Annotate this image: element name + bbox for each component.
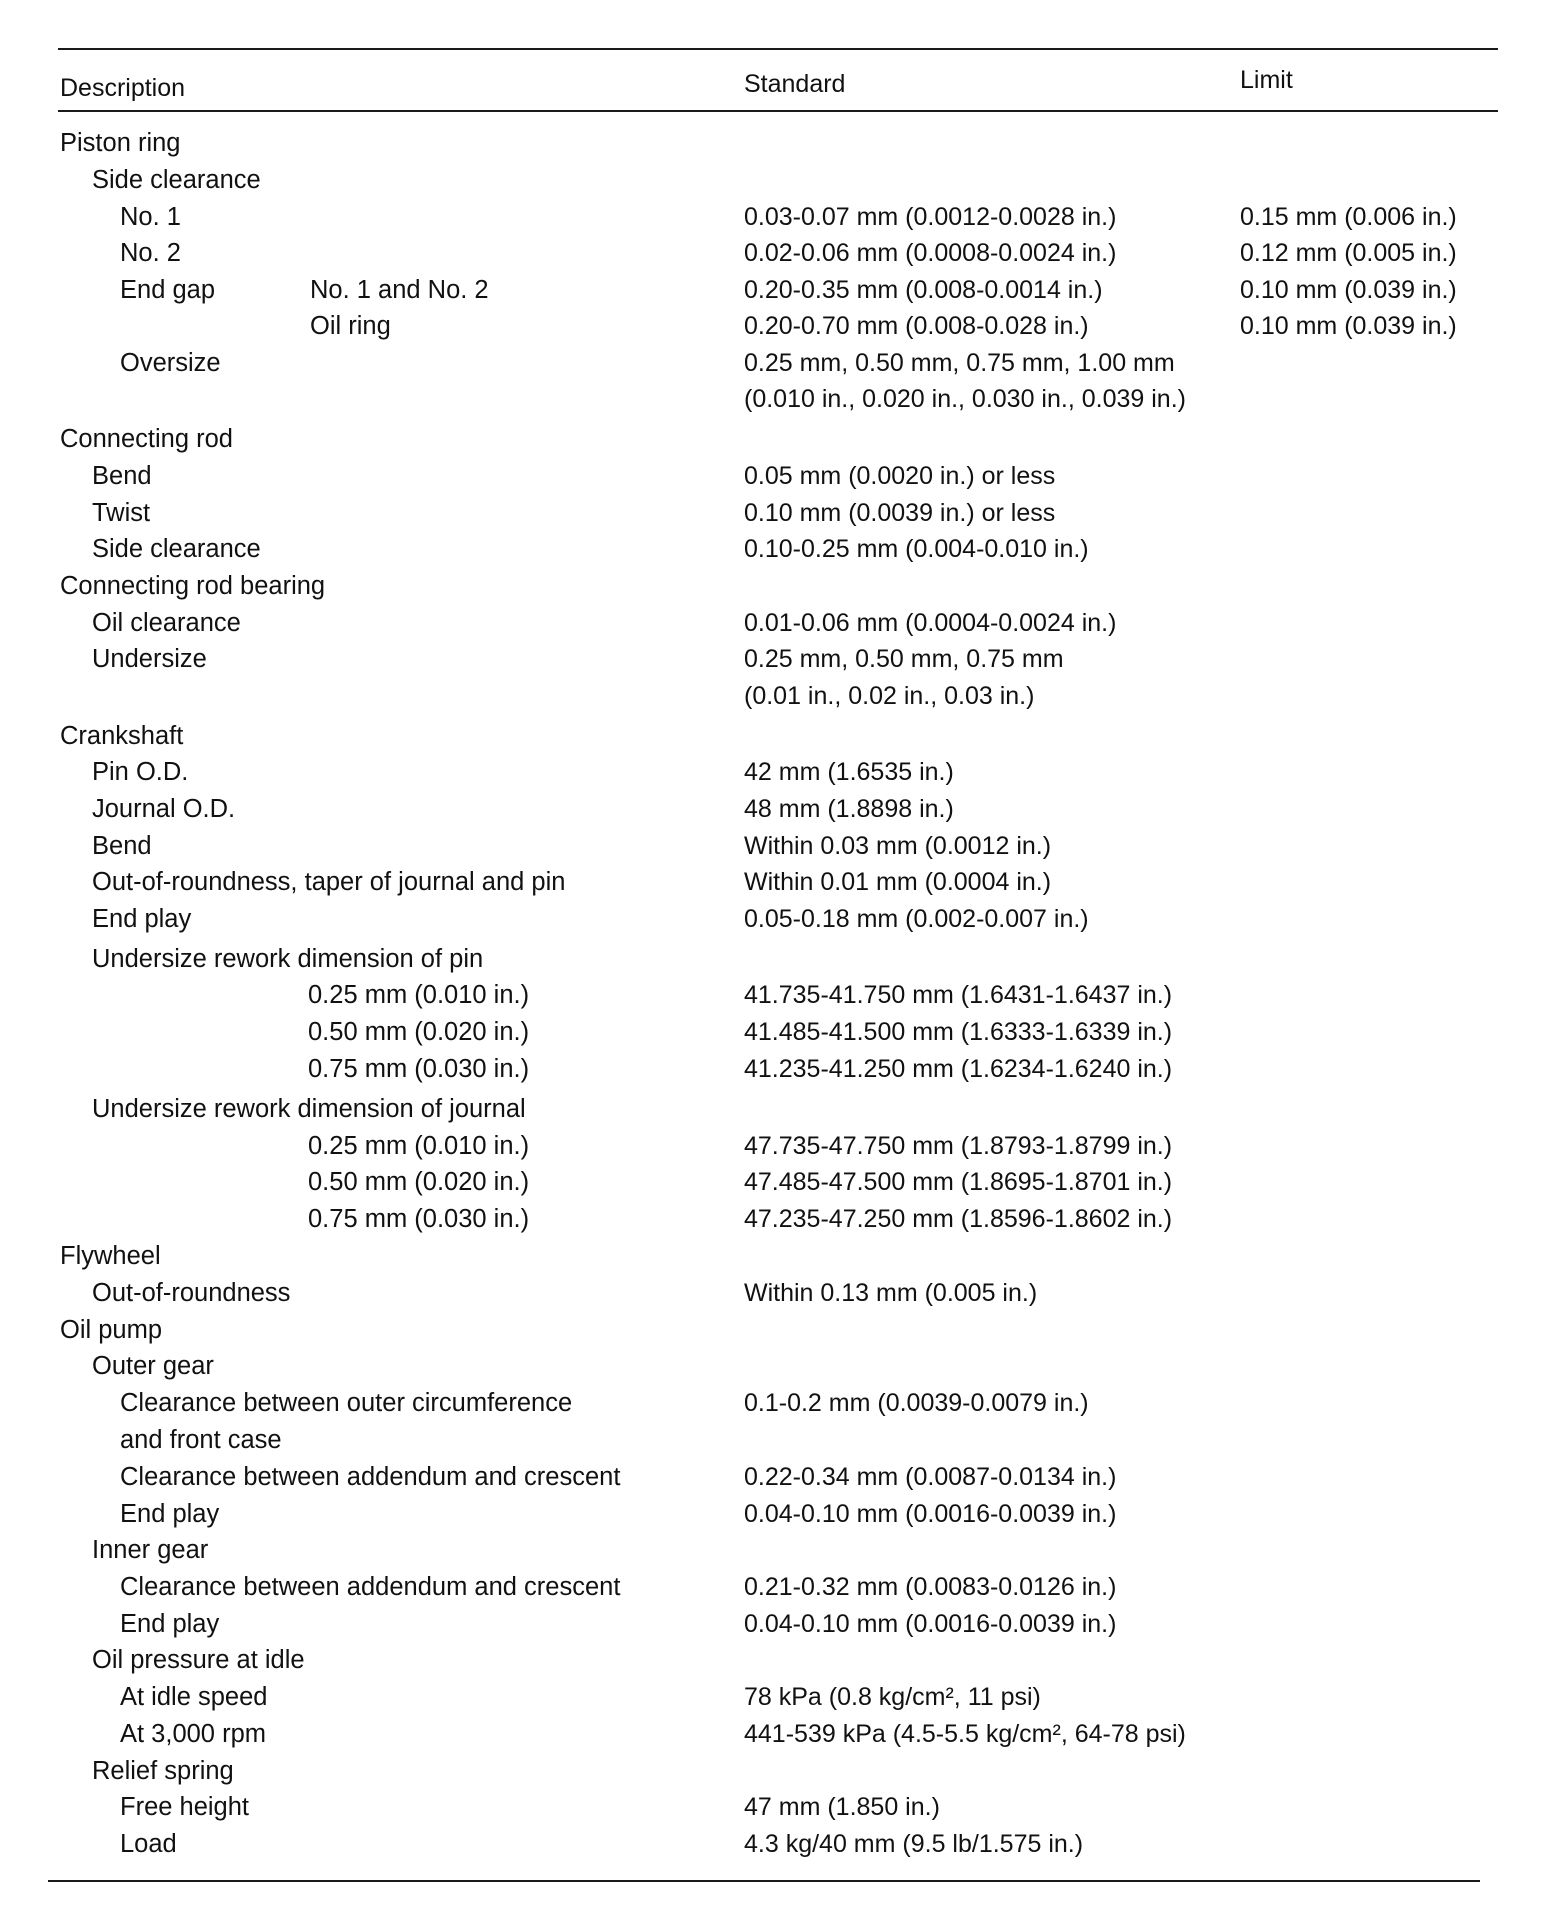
table-row xyxy=(0,608,1568,638)
table-row xyxy=(0,644,1568,674)
table-row xyxy=(0,867,1568,897)
row-description: Oversize xyxy=(120,349,221,377)
row-description: 0.75 mm (0.030 in.) xyxy=(308,1055,530,1083)
row-description: Undersize rework dimension of journal xyxy=(92,1095,526,1123)
table-row xyxy=(0,384,1568,414)
table-row xyxy=(0,1756,1568,1786)
row-standard-value: 441-539 kPa (4.5-5.5 kg/cm², 64-78 psi) xyxy=(744,1720,1186,1748)
row-description: Side clearance xyxy=(92,166,261,194)
table-row xyxy=(0,831,1568,861)
row-description: Side clearance xyxy=(92,535,261,563)
row-standard-value: 0.10-0.25 mm (0.004-0.010 in.) xyxy=(744,535,1089,563)
table-row xyxy=(0,1241,1568,1271)
header-standard: Standard xyxy=(744,70,846,98)
table-row xyxy=(0,1315,1568,1345)
row-standard-value: 41.235-41.250 mm (1.6234-1.6240 in.) xyxy=(744,1055,1173,1083)
row-description: Clearance between addendum and crescent xyxy=(120,1573,621,1601)
row-description: Out-of-roundness, taper of journal and pin xyxy=(92,868,566,896)
row-standard-value: 47.485-47.500 mm (1.8695-1.8701 in.) xyxy=(744,1168,1173,1196)
table-row xyxy=(0,1792,1568,1822)
row-limit-value: 0.10 mm (0.039 in.) xyxy=(1240,312,1457,340)
row-standard-value: (0.010 in., 0.020 in., 0.030 in., 0.039 in.) xyxy=(744,385,1186,413)
row-sub-description: Oil ring xyxy=(310,312,391,340)
row-description: Piston ring xyxy=(60,129,181,157)
row-description: Free height xyxy=(120,1793,249,1821)
row-description: At 3,000 rpm xyxy=(120,1720,266,1748)
row-standard-value: 48 mm (1.8898 in.) xyxy=(744,795,954,823)
table-row xyxy=(0,202,1568,232)
row-sub-description: No. 1 and No. 2 xyxy=(310,276,489,304)
row-description: Relief spring xyxy=(92,1757,234,1785)
row-standard-value: 0.05-0.18 mm (0.002-0.007 in.) xyxy=(744,905,1089,933)
table-row xyxy=(0,757,1568,787)
row-description: Clearance between outer circumference xyxy=(120,1389,573,1417)
row-description: Clearance between addendum and crescent xyxy=(120,1463,621,1491)
header-description: Description xyxy=(60,74,186,102)
row-standard-value: Within 0.03 mm (0.0012 in.) xyxy=(744,832,1052,860)
row-standard-value: 0.25 mm, 0.50 mm, 0.75 mm xyxy=(744,645,1064,673)
table-row xyxy=(0,1499,1568,1529)
table-row xyxy=(0,275,1568,305)
row-description: Inner gear xyxy=(92,1536,209,1564)
row-description: Flywheel xyxy=(60,1242,161,1270)
row-standard-value: 0.22-0.34 mm (0.0087-0.0134 in.) xyxy=(744,1463,1117,1491)
row-description: Undersize xyxy=(92,645,207,673)
row-description: Crankshaft xyxy=(60,722,184,750)
table-row xyxy=(0,721,1568,751)
row-standard-value: 4.3 kg/40 mm (9.5 lb/1.575 in.) xyxy=(744,1830,1084,1858)
table-row xyxy=(0,1278,1568,1308)
table-row xyxy=(0,498,1568,528)
row-standard-value: Within 0.01 mm (0.0004 in.) xyxy=(744,868,1052,896)
row-description: Oil pressure at idle xyxy=(92,1646,305,1674)
table-row xyxy=(0,1054,1568,1084)
row-description: Pin O.D. xyxy=(92,758,189,786)
row-standard-value: 0.04-0.10 mm (0.0016-0.0039 in.) xyxy=(744,1500,1117,1528)
row-description: 0.25 mm (0.010 in.) xyxy=(308,981,530,1009)
row-description: Oil clearance xyxy=(92,609,241,637)
row-description: End play xyxy=(120,1610,220,1638)
table-row xyxy=(0,1719,1568,1749)
row-description: 0.50 mm (0.020 in.) xyxy=(308,1168,530,1196)
row-description: Bend xyxy=(92,832,152,860)
table-row xyxy=(0,794,1568,824)
header-limit: Limit xyxy=(1240,66,1293,94)
table-row xyxy=(0,1829,1568,1859)
row-standard-value: 0.20-0.35 mm (0.008-0.0014 in.) xyxy=(744,276,1103,304)
row-limit-value: 0.12 mm (0.005 in.) xyxy=(1240,239,1457,267)
row-description: Connecting rod xyxy=(60,425,233,453)
row-standard-value: 47.235-47.250 mm (1.8596-1.8602 in.) xyxy=(744,1205,1173,1233)
row-description: Outer gear xyxy=(92,1352,214,1380)
row-description: End gap xyxy=(120,276,216,304)
table-row xyxy=(0,1204,1568,1234)
table-row xyxy=(0,165,1568,195)
row-standard-value: 0.21-0.32 mm (0.0083-0.0126 in.) xyxy=(744,1573,1117,1601)
table-row xyxy=(0,1017,1568,1047)
table-row xyxy=(0,681,1568,711)
row-description: 0.25 mm (0.010 in.) xyxy=(308,1132,530,1160)
bottom-rule xyxy=(48,1880,1480,1882)
row-description: Bend xyxy=(92,462,152,490)
row-description: Load xyxy=(120,1830,177,1858)
table-row xyxy=(0,1535,1568,1565)
row-description: No. 1 xyxy=(120,203,181,231)
table-row xyxy=(0,238,1568,268)
row-standard-value: 41.735-41.750 mm (1.6431-1.6437 in.) xyxy=(744,981,1173,1009)
table-row xyxy=(0,1351,1568,1381)
table-row xyxy=(0,128,1568,158)
row-standard-value: 0.1-0.2 mm (0.0039-0.0079 in.) xyxy=(744,1389,1089,1417)
table-row xyxy=(0,1645,1568,1675)
row-description: Undersize rework dimension of pin xyxy=(92,945,484,973)
row-standard-value: 0.01-0.06 mm (0.0004-0.0024 in.) xyxy=(744,609,1117,637)
row-description: Twist xyxy=(92,499,151,527)
table-row xyxy=(0,1388,1568,1418)
table-row xyxy=(0,424,1568,454)
row-description: Journal O.D. xyxy=(92,795,236,823)
row-description: No. 2 xyxy=(120,239,181,267)
row-description: Oil pump xyxy=(60,1316,163,1344)
row-standard-value: 0.10 mm (0.0039 in.) or less xyxy=(744,499,1056,527)
row-description: 0.50 mm (0.020 in.) xyxy=(308,1018,530,1046)
row-standard-value: 0.04-0.10 mm (0.0016-0.0039 in.) xyxy=(744,1610,1117,1638)
row-description: At idle speed xyxy=(120,1683,268,1711)
row-standard-value: 0.05 mm (0.0020 in.) or less xyxy=(744,462,1056,490)
table-row xyxy=(0,1094,1568,1124)
table-row xyxy=(0,1462,1568,1492)
row-standard-value: Within 0.13 mm (0.005 in.) xyxy=(744,1279,1038,1307)
table-row xyxy=(0,904,1568,934)
row-standard-value: 42 mm (1.6535 in.) xyxy=(744,758,954,786)
row-limit-value: 0.15 mm (0.006 in.) xyxy=(1240,203,1457,231)
row-standard-value: 78 kPa (0.8 kg/cm², 11 psi) xyxy=(744,1683,1041,1711)
row-description: Connecting rod bearing xyxy=(60,572,326,600)
table-row xyxy=(0,571,1568,601)
row-description: End play xyxy=(120,1500,220,1528)
row-standard-value: 0.03-0.07 mm (0.0012-0.0028 in.) xyxy=(744,203,1117,231)
row-standard-value: 0.02-0.06 mm (0.0008-0.0024 in.) xyxy=(744,239,1117,267)
table-row xyxy=(0,348,1568,378)
table-row xyxy=(0,1609,1568,1639)
row-description: End play xyxy=(92,905,192,933)
row-standard-value: 47 mm (1.850 in.) xyxy=(744,1793,940,1821)
row-standard-value: 0.25 mm, 0.50 mm, 0.75 mm, 1.00 mm xyxy=(744,349,1175,377)
table-row xyxy=(0,1425,1568,1455)
table-row xyxy=(0,1131,1568,1161)
table-row xyxy=(0,311,1568,341)
table-row xyxy=(0,461,1568,491)
row-standard-value: (0.01 in., 0.02 in., 0.03 in.) xyxy=(744,682,1035,710)
row-standard-value: 47.735-47.750 mm (1.8793-1.8799 in.) xyxy=(744,1132,1173,1160)
row-description: and front case xyxy=(120,1426,282,1454)
row-standard-value: 41.485-41.500 mm (1.6333-1.6339 in.) xyxy=(744,1018,1173,1046)
table-row xyxy=(0,1572,1568,1602)
table-row xyxy=(0,1682,1568,1712)
table-row xyxy=(0,980,1568,1010)
table-row xyxy=(0,1167,1568,1197)
row-standard-value: 0.20-0.70 mm (0.008-0.028 in.) xyxy=(744,312,1089,340)
table-row xyxy=(0,534,1568,564)
table-row xyxy=(0,944,1568,974)
row-description: Out-of-roundness xyxy=(92,1279,291,1307)
row-limit-value: 0.10 mm (0.039 in.) xyxy=(1240,276,1457,304)
row-description: 0.75 mm (0.030 in.) xyxy=(308,1205,530,1233)
